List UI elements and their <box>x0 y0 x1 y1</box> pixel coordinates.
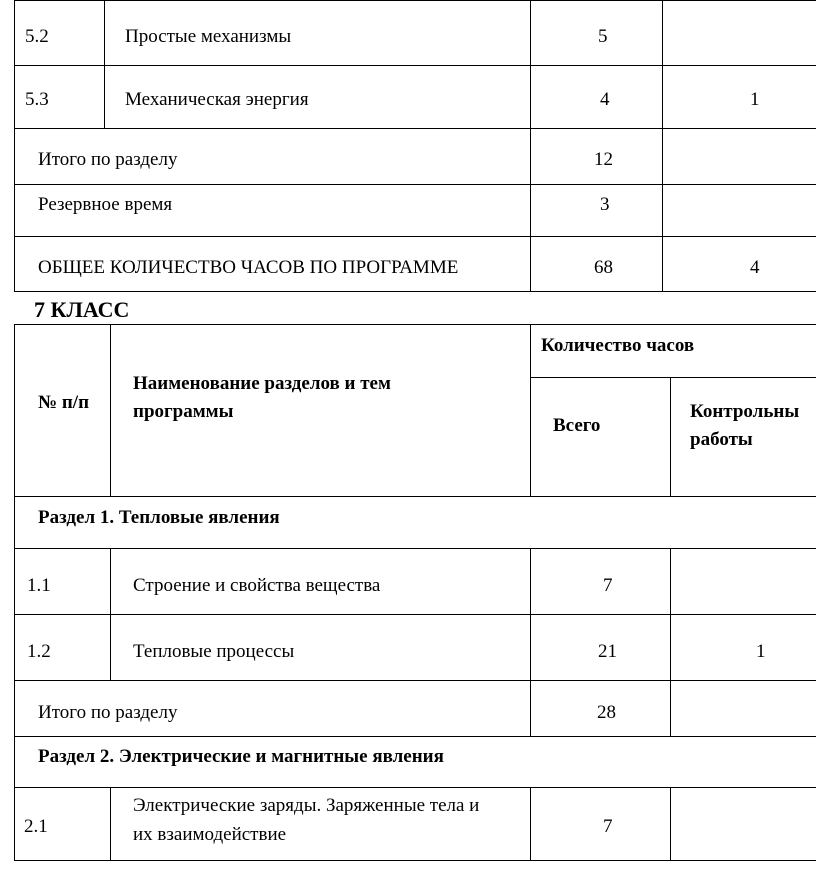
row-name: Механическая энергия <box>125 89 309 110</box>
table-border <box>14 548 816 549</box>
grand-total-control: 4 <box>750 257 760 278</box>
header-name-line1: Наименование разделов и тем <box>133 373 391 394</box>
table-border <box>14 736 816 737</box>
grand-total-value: 68 <box>594 257 613 278</box>
table-border <box>14 65 816 66</box>
table-border <box>110 548 111 681</box>
row-total: 21 <box>598 641 617 662</box>
table-border <box>14 128 816 129</box>
table-border <box>14 614 816 615</box>
header-number: № п/п <box>38 392 90 413</box>
grand-total-label: ОБЩЕЕ КОЛИЧЕСТВО ЧАСОВ ПО ПРОГРАММЕ <box>38 257 459 278</box>
table-border <box>670 787 671 861</box>
row-number: 1.1 <box>27 575 51 596</box>
row-number: 5.3 <box>25 89 49 110</box>
row-total: 7 <box>603 816 613 837</box>
header-control-line1: Контрольны <box>690 401 800 422</box>
table-border <box>530 0 531 292</box>
row-total: 4 <box>600 89 610 110</box>
row-number: 5.2 <box>25 26 49 47</box>
section-total-value: 12 <box>594 149 613 170</box>
table-border <box>14 324 15 861</box>
table-border <box>110 324 111 497</box>
table-border <box>670 548 671 737</box>
section-total-value: 28 <box>597 702 616 723</box>
table-border <box>14 324 816 325</box>
row-number: 2.1 <box>24 816 48 837</box>
class-heading: 7 КЛАСС <box>34 297 130 322</box>
table-border <box>530 324 531 497</box>
section-total-label: Итого по разделу <box>38 149 178 170</box>
row-control: 1 <box>750 89 760 110</box>
section-total-label: Итого по разделу <box>38 702 178 723</box>
row-name-line2: их взаимодействие <box>133 824 287 845</box>
table-border <box>14 0 15 292</box>
row-control: 1 <box>756 641 766 662</box>
header-hours: Количество часов <box>541 335 695 356</box>
row-total: 7 <box>603 575 613 596</box>
table-border <box>14 184 816 185</box>
table-border <box>104 0 105 129</box>
table-border <box>530 548 531 737</box>
reserve-label: Резервное время <box>38 194 173 215</box>
section-title: Раздел 2. Электрические и магнитные явления <box>38 746 444 767</box>
section-title: Раздел 1. Тепловые явления <box>38 507 280 528</box>
table-border <box>530 377 816 378</box>
row-number: 1.2 <box>27 641 51 662</box>
row-name: Строение и свойства вещества <box>133 575 381 596</box>
row-name: Простые механизмы <box>125 26 292 47</box>
row-total: 5 <box>598 26 608 47</box>
table-border <box>662 0 663 292</box>
table-border <box>14 496 816 497</box>
header-control-line2: работы <box>690 429 753 450</box>
table-border <box>530 787 531 861</box>
reserve-value: 3 <box>600 194 610 215</box>
table-border <box>14 0 816 1</box>
table-border <box>14 680 816 681</box>
table-border <box>110 787 111 861</box>
table-border <box>14 860 816 861</box>
header-name-line2: программы <box>133 401 234 422</box>
table-border <box>14 291 816 292</box>
row-name: Тепловые процессы <box>133 641 295 662</box>
table-border <box>14 236 816 237</box>
table-border <box>670 377 671 497</box>
row-name-line1: Электрические заряды. Заряженные тела и <box>133 795 480 816</box>
table-border <box>14 787 816 788</box>
header-total: Всего <box>553 415 601 436</box>
